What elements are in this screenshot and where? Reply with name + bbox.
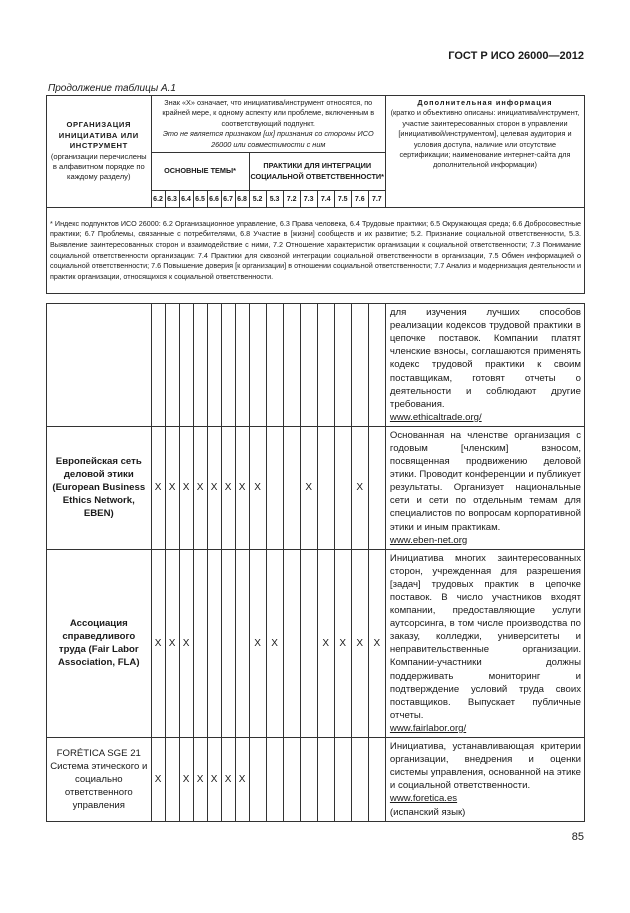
spacer-row <box>47 294 585 304</box>
info-cell <box>385 549 584 737</box>
mark-cell <box>351 304 368 427</box>
mark-cell: X <box>235 426 249 549</box>
mark-cell <box>249 738 266 822</box>
mark-cell <box>235 304 249 427</box>
initiatives-table <box>46 95 585 822</box>
subclause-code: 6.5 <box>193 191 207 208</box>
mark-cell: X <box>165 426 179 549</box>
info-extra: (испанский язык) <box>389 806 466 818</box>
mark-cell: X <box>179 426 193 549</box>
mark-cell <box>165 304 179 427</box>
table-row <box>47 304 585 427</box>
mark-cell <box>300 738 317 822</box>
x-note-1: Знак «Х» означает, что инициатива/инструмент относятся, по крайней мере, к одному аспекту или проблеме, включенным в соответствующий подпункт. <box>162 98 375 128</box>
mark-cell <box>317 738 334 822</box>
table-row <box>47 738 585 822</box>
mark-cell <box>317 426 334 549</box>
mark-cell: X <box>221 426 235 549</box>
mark-cell <box>249 304 266 427</box>
org-column-note: (организации перечислены в алфавитном порядке по каждому разделу) <box>50 151 147 182</box>
page-number: 85 <box>571 831 584 843</box>
mark-cell: X <box>351 426 368 549</box>
subclause-code: 5.3 <box>266 191 283 208</box>
mark-cell <box>334 426 351 549</box>
subclause-code: 7.3 <box>300 191 317 208</box>
integration-practices-header: ПРАКТИКИ ДЛЯ ИНТЕГРАЦИИ СОЦИАЛЬНОЙ ОТВЕТСТВЕННОСТИ* <box>249 153 385 191</box>
core-subjects-header: ОСНОВНЫЕ ТЕМЫ* <box>151 153 249 191</box>
mark-cell: X <box>151 738 165 822</box>
org-name <box>47 304 152 427</box>
info-text: Основанная на членстве организация с годовым [членским] взносом, посвященная продвижению деловой этики. Проводит конференции и публикует результаты. Организует национальные сети и сети по отдельным темам для специалистов по вопросам корпоративной этики и иным практикам. <box>389 429 581 533</box>
table-row <box>47 549 585 737</box>
mark-cell: X <box>193 738 207 822</box>
mark-cell <box>207 549 221 737</box>
mark-cell: X <box>351 549 368 737</box>
mark-cell <box>221 549 235 737</box>
mark-cell <box>351 738 368 822</box>
mark-cell <box>300 549 317 737</box>
mark-cell: X <box>249 426 266 549</box>
mark-cell <box>317 304 334 427</box>
subclause-code: 7.7 <box>368 191 385 208</box>
x-mark-legend <box>151 96 385 153</box>
mark-cell: X <box>235 738 249 822</box>
subclause-code: 6.4 <box>179 191 193 208</box>
info-cell <box>385 426 584 549</box>
website-link[interactable]: www.ethicaltrade.org/ <box>389 411 482 423</box>
mark-cell: X <box>368 549 385 737</box>
subclause-code: 5.2 <box>249 191 266 208</box>
mark-cell: X <box>334 549 351 737</box>
mark-cell <box>235 549 249 737</box>
info-text: Инициатива многих заинтересованных сторон, учрежденная для разрешения [задач] трудовых практик в цепочке поставок. В число участников входят компании, предоставляющие услуги аутсорсинга, в том числе производства по заказу, колледжи, университеты и неправительственные организации. Компании-участники должны поддерживать мониторинг и подтверждение условий труда своих поставщиков. Выпускает публичные отчеты. <box>389 552 581 721</box>
mark-cell: X <box>179 738 193 822</box>
mark-cell <box>283 738 300 822</box>
mark-cell: X <box>249 549 266 737</box>
mark-cell: X <box>300 426 317 549</box>
subclause-code: 6.8 <box>235 191 249 208</box>
table-row <box>47 426 585 549</box>
mark-cell <box>266 426 283 549</box>
subclause-code: 7.4 <box>317 191 334 208</box>
mark-cell <box>368 304 385 427</box>
mark-cell <box>193 304 207 427</box>
subclause-code: 7.2 <box>283 191 300 208</box>
info-text: Инициатива, устанавливающая критерии организации, внедрения и оценки системы управления, основанной на этике и социальной ответственности. <box>389 741 581 792</box>
mark-cell: X <box>221 738 235 822</box>
mark-cell <box>283 549 300 737</box>
subclause-code: 6.2 <box>151 191 165 208</box>
info-text: для изучения лучших способов реализации кодексов трудовой практики в цепочке поставок. Компании платят членские взносы, соглашаются применять кодекс трудовой практики к своим поставщикам, готовят отчеты о деятельности и соблюдают другие требования. <box>389 307 581 410</box>
subclause-code: 7.5 <box>334 191 351 208</box>
mark-cell <box>266 738 283 822</box>
mark-cell <box>207 304 221 427</box>
mark-cell: X <box>151 549 165 737</box>
mark-cell <box>151 304 165 427</box>
mark-cell <box>165 738 179 822</box>
mark-cell: X <box>207 738 221 822</box>
mark-cell: X <box>179 549 193 737</box>
website-link[interactable]: www.fairlabor.org/ <box>389 722 467 734</box>
mark-cell: X <box>266 549 283 737</box>
mark-cell <box>283 304 300 427</box>
subclause-code: 6.3 <box>165 191 179 208</box>
mark-cell <box>334 304 351 427</box>
subclause-code: 6.7 <box>221 191 235 208</box>
info-column-desc: (кратко и объективно описаны: инициатива/инструмент, участие заинтересованных сторон в управлении [инициативой/инструментом], целевая аудитория и условия доступа, наличие или отсутствие сертификации; наименование интернет-сайта для дополнительной информации) <box>390 108 580 170</box>
mark-cell <box>368 426 385 549</box>
org-name: Ассоциация справедливого труда (Fair Labor Association, FLA) <box>47 549 152 737</box>
mark-cell <box>179 304 193 427</box>
subclause-code: 7.6 <box>351 191 368 208</box>
info-column-title: Дополнительная информация <box>417 98 553 107</box>
mark-cell: X <box>193 426 207 549</box>
website-link[interactable]: www.foretica.es <box>389 793 458 805</box>
info-cell <box>385 304 584 427</box>
mark-cell <box>283 426 300 549</box>
table-continuation-caption: Продолжение таблицы А.1 <box>48 83 176 94</box>
mark-cell <box>266 304 283 427</box>
website-link[interactable]: www.eben-net.org <box>389 534 468 546</box>
subclause-code: 6.6 <box>207 191 221 208</box>
info-column-header <box>385 96 584 208</box>
mark-cell: X <box>317 549 334 737</box>
document-code: ГОСТ Р ИСО 26000—2012 <box>448 50 584 62</box>
x-note-2: Это не является признаком [их] признания со стороны ИСО 26000 или совместимости с ним <box>162 129 374 149</box>
org-column-title: ОРГАНИЗАЦИЯ ИНИЦИАТИВА ИЛИ ИНСТРУМЕНТ <box>58 120 139 151</box>
org-name: Европейская сеть деловой этики (European Business Ethics Network, EBEN) <box>47 426 152 549</box>
info-cell <box>385 738 584 822</box>
mark-cell <box>368 738 385 822</box>
mark-cell <box>300 304 317 427</box>
mark-cell <box>334 738 351 822</box>
mark-cell: X <box>151 426 165 549</box>
mark-cell: X <box>207 426 221 549</box>
subclause-index-note: * Индекс подпунктов ИСО 26000: 6.2 Организационное управление, 6.3 Права человека, 6.4 Трудовые практики; 6.5 Окружающая среда; 6.6 Добросовестные практики; 6.7 Проблемы, связанные с потребителями, 6.8 Участие в [жизни] сообществ и их развитие; 5.2. Признание социальной ответственности, 5.3. Выявление заинтересованных сторон и взаимодействие с ними, 7.2 Отношение характеристик организации к социальной ответственности; 7.3 Понимание социальной ответственности организации: 7.4 Практики для сквозной интеграции социальной ответственности в организации, 7.5 Обмен информацией о социальной ответственности; 7.6 Повышение доверия [к организации] в отношении социальной ответственности; 7.7 Анализ и модернизация деятельности и практик организации, относящихся к социальной ответственности. <box>47 208 585 294</box>
mark-cell <box>193 549 207 737</box>
org-column-header <box>47 96 152 208</box>
org-name: FORÉTICA SGE 21 Система этического и социально ответственного управления <box>47 738 152 822</box>
mark-cell: X <box>165 549 179 737</box>
mark-cell <box>221 304 235 427</box>
